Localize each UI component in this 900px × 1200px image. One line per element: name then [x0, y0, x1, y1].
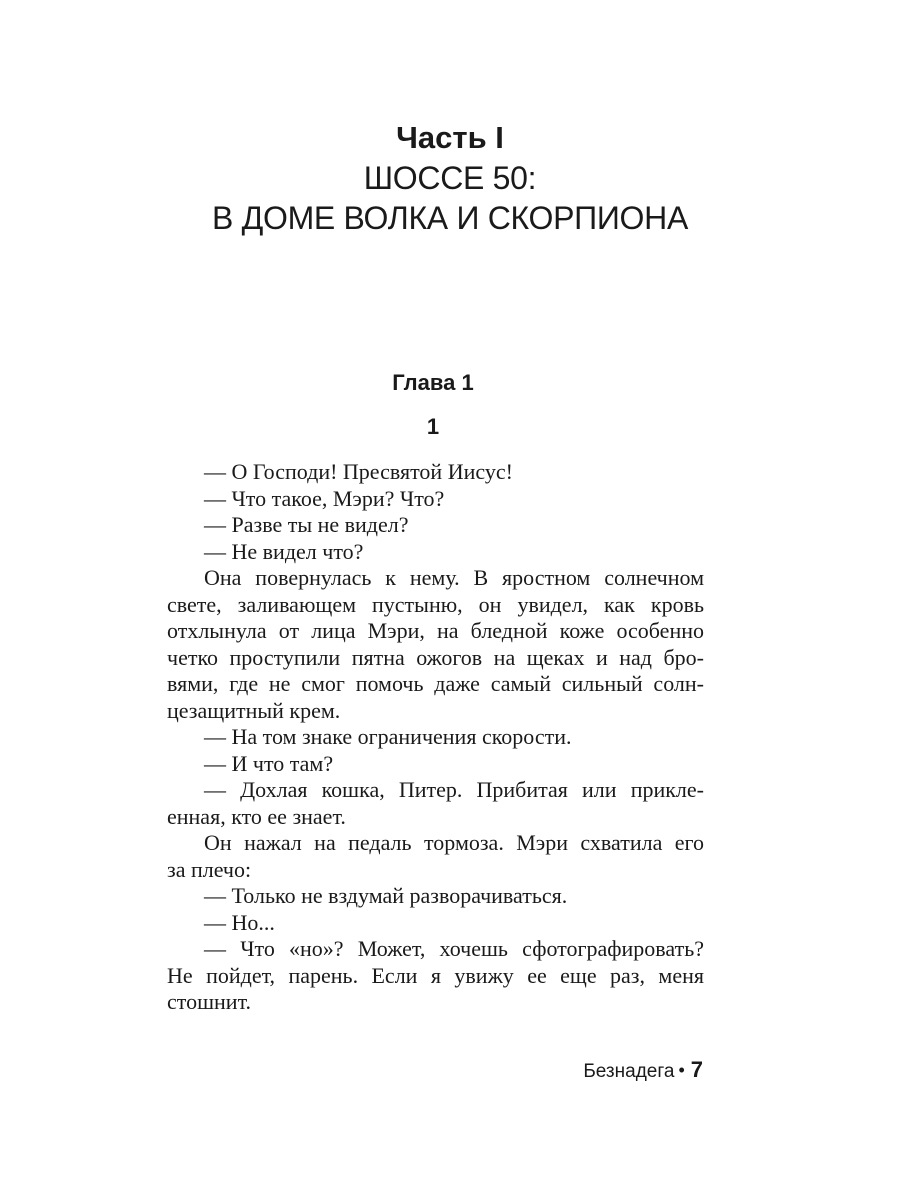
section-number: 1	[426, 414, 440, 439]
text-line: — Но...	[204, 909, 275, 935]
text-line: — Что «но»? Может, хочешь сфотографировать?	[204, 936, 704, 961]
text-line: — Дохлая кошка, Питер. Прибитая или прикле-	[204, 777, 704, 802]
text-line: Он нажал на педаль тормоза. Мэри схватила его	[204, 830, 704, 855]
text-line: Не пойдет, парень. Если я увижу ее еще раз, меня	[167, 962, 704, 988]
page-footer	[583, 1057, 703, 1085]
text-line: — Что такое, Мэри? Что?	[204, 485, 445, 511]
part-label: Часть I	[396, 120, 504, 155]
text-line: — Не видел что?	[204, 538, 364, 564]
bullet-icon: •	[678, 1060, 685, 1080]
part-title-line-1: ШОССЕ 50:	[363, 160, 537, 196]
text-line: — Только не вздумай разворачиваться.	[204, 883, 568, 908]
text-line: цезащитный крем.	[167, 697, 341, 723]
text-line: — И что там?	[204, 750, 334, 776]
text-line: свете, заливающем пустыню, он увидел, как кровь	[167, 591, 704, 617]
page-number: 7	[690, 1057, 703, 1082]
text-line: енная, кто ее знает.	[167, 803, 346, 829]
book-title: Безнадега	[583, 1061, 675, 1082]
text-line: — Разве ты не видел?	[204, 512, 409, 537]
text-line: отхлынула от лица Мэри, на бледной коже особенно	[167, 618, 704, 643]
part-title-line-2: В ДОМЕ ВОЛКА И СКОРПИОНА	[211, 200, 689, 236]
text-line: за плечо:	[167, 856, 252, 882]
chapter-heading: Глава 1	[392, 370, 474, 395]
body-text	[167, 459, 704, 1016]
text-line: Она повернулась к нему. В яростном солнечном	[204, 565, 704, 590]
text-line: — О Господи! Пресвятой Иисус!	[204, 459, 513, 484]
text-line: четко проступили пятна ожогов на щеках и над бро-	[167, 644, 704, 670]
text-line: стошнит.	[167, 989, 252, 1014]
text-line: вями, где не смог помочь даже самый сильный солн-	[167, 671, 704, 696]
part-heading	[0, 118, 900, 238]
text-line: — На том знаке ограничения скорости.	[204, 724, 572, 749]
